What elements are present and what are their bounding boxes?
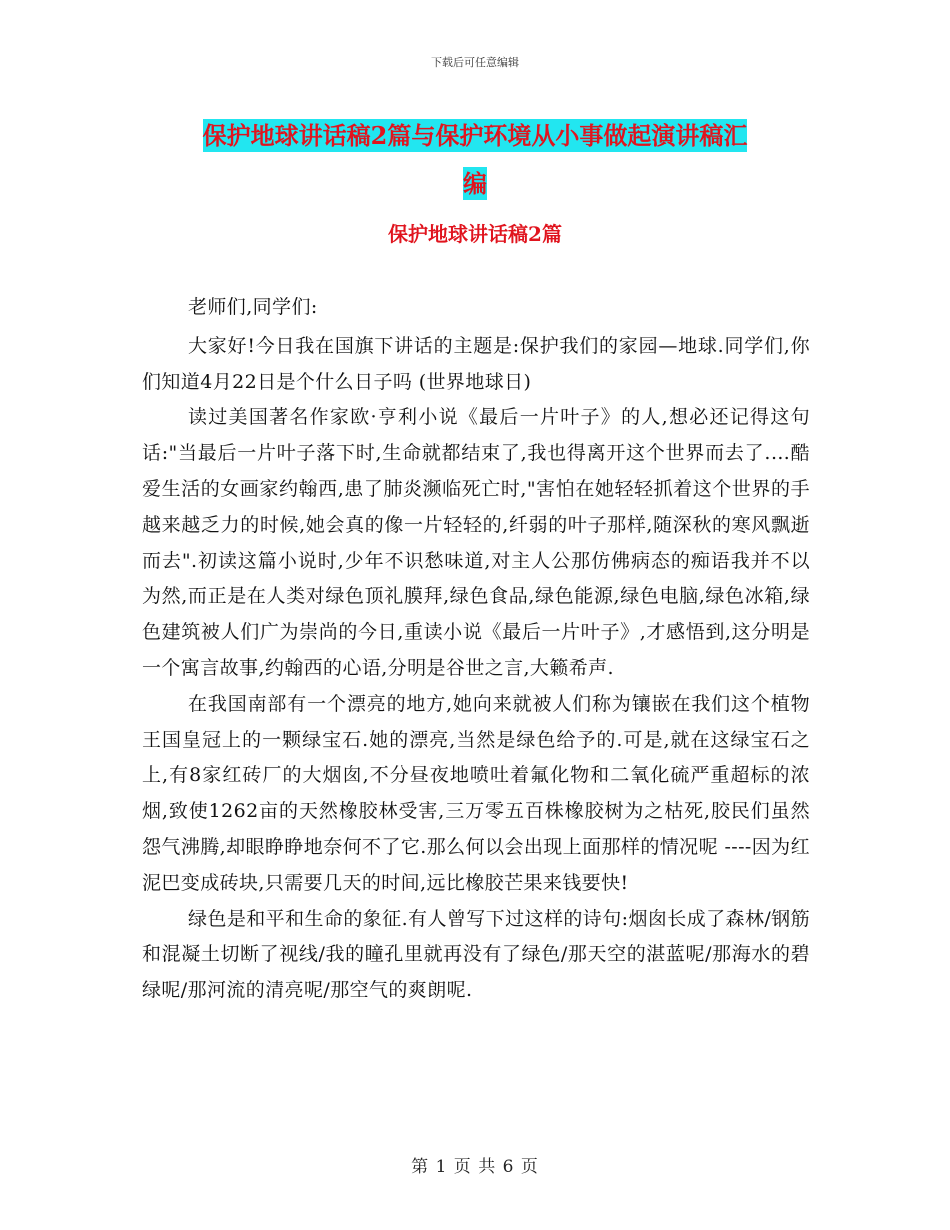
page-footer (0, 1152, 950, 1177)
footer-prefix: 第 (411, 1157, 430, 1177)
paragraph: 在我国南部有一个漂亮的地方,她向来就被人们称为镶嵌在我们这个植物王国皇冠上的一颗绿宝石.她的漂亮,当然是绿色给予的.可是,就在这绿宝石之上,有8家红砖厂的大烟囱,不分昼夜地喷吐着氟化物和二氧化硫严重超标的浓烟,致使1262亩的天然橡胶林受害,三万零五百株橡胶树为之枯死,胶民们虽然怨气沸腾,却眼睁睁地奈何不了它.那么何以会出现上面那样的情况呢 ----因为红泥巴变成砖块,只需要几天的时间,远比橡胶芒果来钱要快! (142, 692, 810, 894)
footer-page-number: 1 (435, 1157, 448, 1177)
header-note: 下载后可任意编辑 (431, 56, 519, 69)
footer-suffix: 页 (520, 1157, 539, 1177)
paragraph: 绿色是和平和生命的象征.有人曾写下过这样的诗句:烟囱长成了森林/钢筋和混凝土切断了视线/我的瞳孔里就再没有了绿色/那天空的湛蓝呢/那海水的碧绿呢/那河流的清亮呢/那空气的爽朗呢. (142, 907, 810, 1002)
paragraph-greeting: 老师们,同学们: (188, 296, 318, 318)
paragraph: 读过美国著名作家欧·亨利小说《最后一片叶子》的人,想必还记得这句话:"当最后一片叶子落下时,生命就都结束了,我也得离开这个世界而去了.…酷爱生活的女画家约翰西,患了肺炎濒临死亡时,"害怕在她轻轻抓着这个世界的手越来越乏力的时候,她会真的像一片轻轻的,纤弱的叶子那样,随深秋的寒风飘逝而去".初读这篇小说时,少年不识愁味道,对主人公那仿佛病态的痴语我并不以为然,而正是在人类对绿色顶礼膜拜,绿色食品,绿色能源,绿色电脑,绿色冰箱,绿色建筑被人们广为崇尚的今日,重读小说《最后一片叶子》,才感悟到,这分明是一个寓言故事,约翰西的心语,分明是谷世之言,大籁希声. (142, 406, 810, 679)
document-title-line-2: 编 (463, 169, 487, 198)
section-title: 保护地球讲话稿2篇 (388, 222, 562, 246)
paragraph: 大家好!今日我在国旗下讲话的主题是:保护我们的家园—地球.同学们,你们知道4月22日是个什么日子吗 (世界地球日) (142, 334, 810, 393)
footer-total-pages: 6 (502, 1157, 515, 1177)
document-title (0, 112, 950, 208)
document-title-line-1: 保护地球讲话稿2篇与保护环境从小事做起演讲稿汇 (202, 121, 748, 150)
document-body (142, 290, 810, 1009)
footer-middle: 页 共 (453, 1157, 497, 1177)
